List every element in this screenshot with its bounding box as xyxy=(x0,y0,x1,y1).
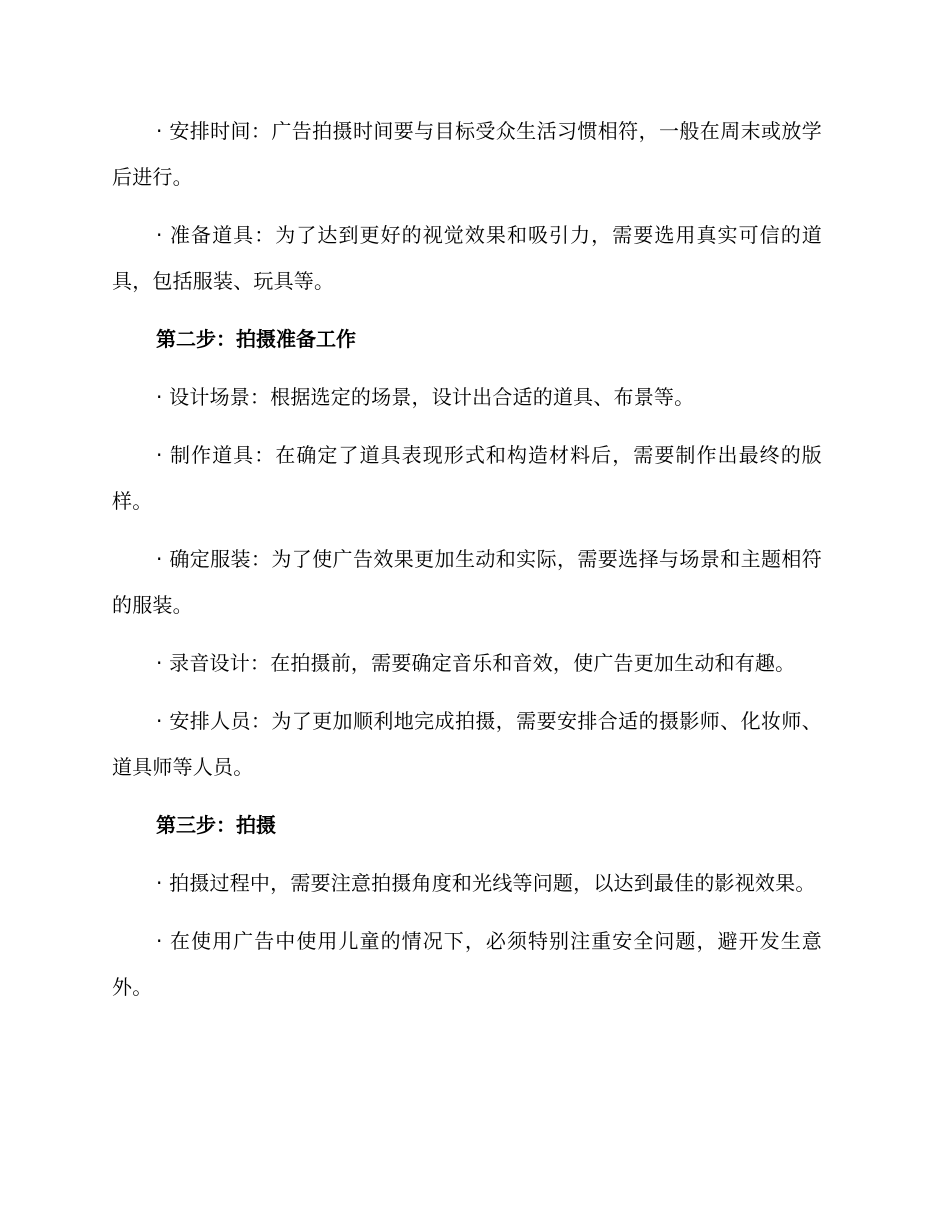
paragraph-arrange-staff: · 安排人员：为了更加顺利地完成拍摄，需要安排合适的摄影师、化妆师、道具师等人员。 xyxy=(112,709,822,779)
paragraph-schedule-time: · 安排时间：广告拍摄时间要与目标受众生活习惯相符，一般在周末或放学后进行。 xyxy=(112,119,822,189)
section-heading-step-two: 第二步：拍摄准备工作 xyxy=(156,327,356,351)
paragraph-audio-design: · 录音设计：在拍摄前，需要确定音乐和音效，使广告更加生动和有趣。 xyxy=(156,651,796,675)
paragraph-design-scene: · 设计场景：根据选定的场景，设计出合适的道具、布景等。 xyxy=(156,385,695,409)
paragraph-costumes: · 确定服装：为了使广告效果更加生动和实际，需要选择与场景和主题相符的服装。 xyxy=(112,547,822,617)
paragraph-make-props: · 制作道具：在确定了道具表现形式和构造材料后，需要制作出最终的版样。 xyxy=(112,443,822,513)
paragraph-shooting-process: · 拍摄过程中，需要注意拍摄角度和光线等问题，以达到最佳的影视效果。 xyxy=(156,871,816,895)
paragraph-prepare-props: · 准备道具：为了达到更好的视觉效果和吸引力，需要选用真实可信的道具，包括服装、玩具等。 xyxy=(112,223,822,293)
paragraph-child-safety: · 在使用广告中使用儿童的情况下，必须特别注重安全问题，避开发生意外。 xyxy=(112,929,822,999)
section-heading-step-three: 第三步：拍摄 xyxy=(156,813,276,837)
document-page xyxy=(112,108,822,1022)
